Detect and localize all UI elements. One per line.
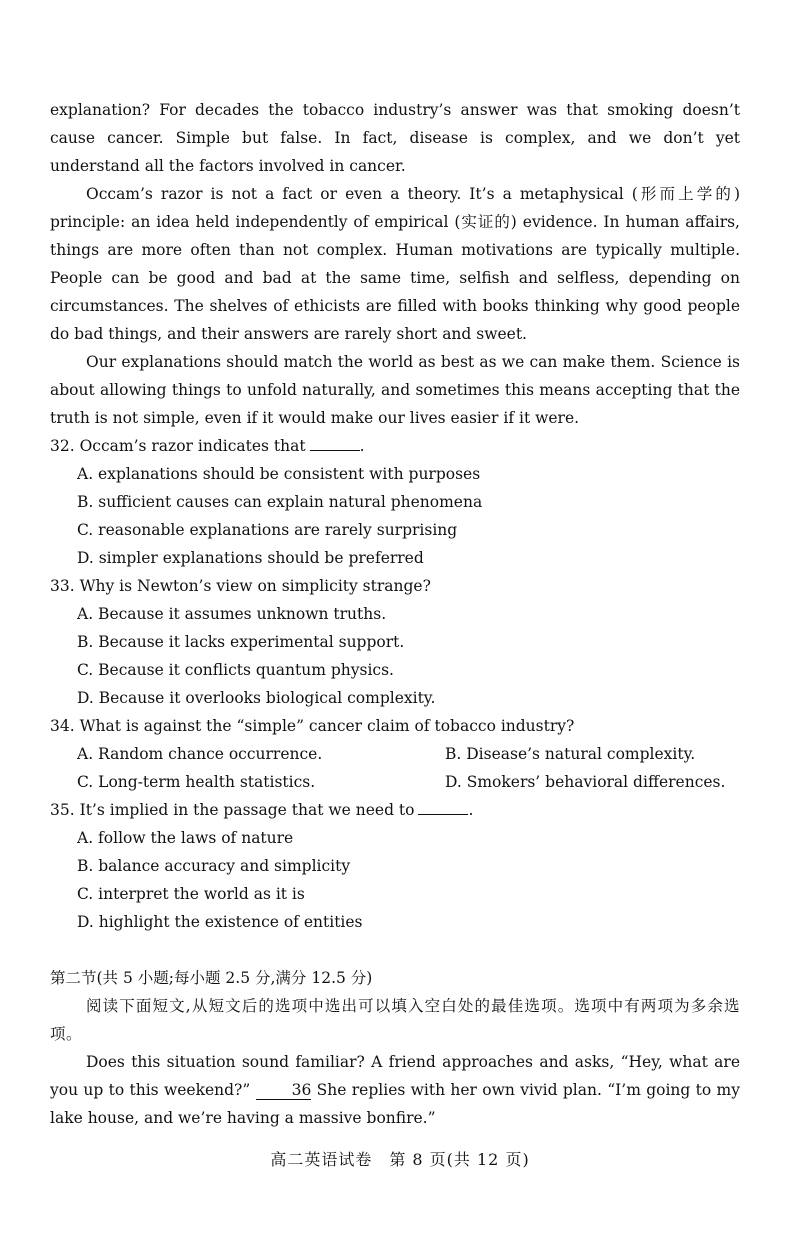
- question-35-stem: 35. It’s implied in the passage that we need to: [50, 801, 415, 819]
- question-34-option-c: C. Long-term health statistics.: [77, 773, 316, 791]
- question-33-option-b: B. Because it lacks experimental support.: [77, 633, 405, 651]
- answer-blank: [418, 800, 468, 815]
- passage-paragraph-1: explanation? For decades the tobacco industry’s answer was that smoking doesn’t cause cancer. Simple but false. In fact, disease is complex, and we don’t yet understand all the factors involved in cancer.: [50, 101, 740, 175]
- section-2-heading: 第二节(共 5 小题;每小题 2.5 分,满分 12.5 分): [50, 969, 373, 987]
- question-34-option-a: A. Random chance occurrence.: [77, 745, 323, 763]
- section-2-text-after: She replies with her own vivid plan. “I’m going to my lake house, and we’re having a massive bonfire.”: [50, 1081, 740, 1127]
- question-32-stem-end: .: [359, 437, 365, 455]
- question-32-option-c: C. reasonable explanations are rarely surprising: [77, 521, 458, 539]
- question-35-option-d: D. highlight the existence of entities: [77, 913, 363, 931]
- passage-paragraph-3: Our explanations should match the world as best as we can make them. Science is about allowing things to unfold naturally, and sometimes this means accepting that the truth is not simple, even if it would make our lives easier if it were.: [50, 353, 740, 427]
- question-32-stem: 32. Occam’s razor indicates that: [50, 437, 306, 455]
- question-32-option-d: D. simpler explanations should be preferred: [77, 549, 424, 567]
- question-33-option-a: A. Because it assumes unknown truths.: [77, 605, 387, 623]
- question-32: [50, 432, 740, 460]
- section-2-passage: [50, 1048, 740, 1132]
- question-34-option-b: B. Disease’s natural complexity.: [445, 745, 696, 763]
- passage-paragraph-2: Occam’s razor is not a fact or even a theory. It’s a metaphysical (形而上学的) principle: an idea held independently of empirical (实证的) evidence. In human affairs, things are more often than not complex. Human motivations are typically multiple. People can be good and bad at the same time, selfish and selfless, depending on circumstances. The shelves of ethicists are filled with books thinking why good people do bad things, and their answers are rarely short and sweet.: [50, 185, 740, 343]
- question-32-option-b: B. sufficient causes can explain natural phenomena: [77, 493, 483, 511]
- question-33-stem: 33. Why is Newton’s view on simplicity strange?: [50, 577, 431, 595]
- question-33-option-c: C. Because it conflicts quantum physics.: [77, 661, 394, 679]
- page-footer: 高二英语试卷 第 8 页(共 12 页): [270, 1150, 530, 1169]
- question-33-option-d: D. Because it overlooks biological complexity.: [77, 689, 436, 707]
- blank-36: 36: [256, 1081, 312, 1100]
- question-35: [50, 796, 740, 824]
- question-34-stem: 34. What is against the “simple” cancer claim of tobacco industry?: [50, 717, 575, 735]
- question-32-option-a: A. explanations should be consistent with purposes: [77, 465, 481, 483]
- question-34-option-d: D. Smokers’ behavioral differences.: [445, 773, 726, 791]
- question-35-option-c: C. interpret the world as it is: [77, 885, 305, 903]
- answer-blank: [310, 436, 360, 451]
- section-2-text-before: Does this situation sound familiar? A friend approaches and asks, “Hey, what are you up to this weekend?”: [50, 1053, 740, 1099]
- question-35-option-a: A. follow the laws of nature: [77, 829, 294, 847]
- question-35-option-b: B. balance accuracy and simplicity: [77, 857, 351, 875]
- question-35-stem-end: .: [468, 801, 474, 819]
- section-2-instructions: 阅读下面短文,从短文后的选项中选出可以填入空白处的最佳选项。选项中有两项为多余选项。: [50, 997, 740, 1043]
